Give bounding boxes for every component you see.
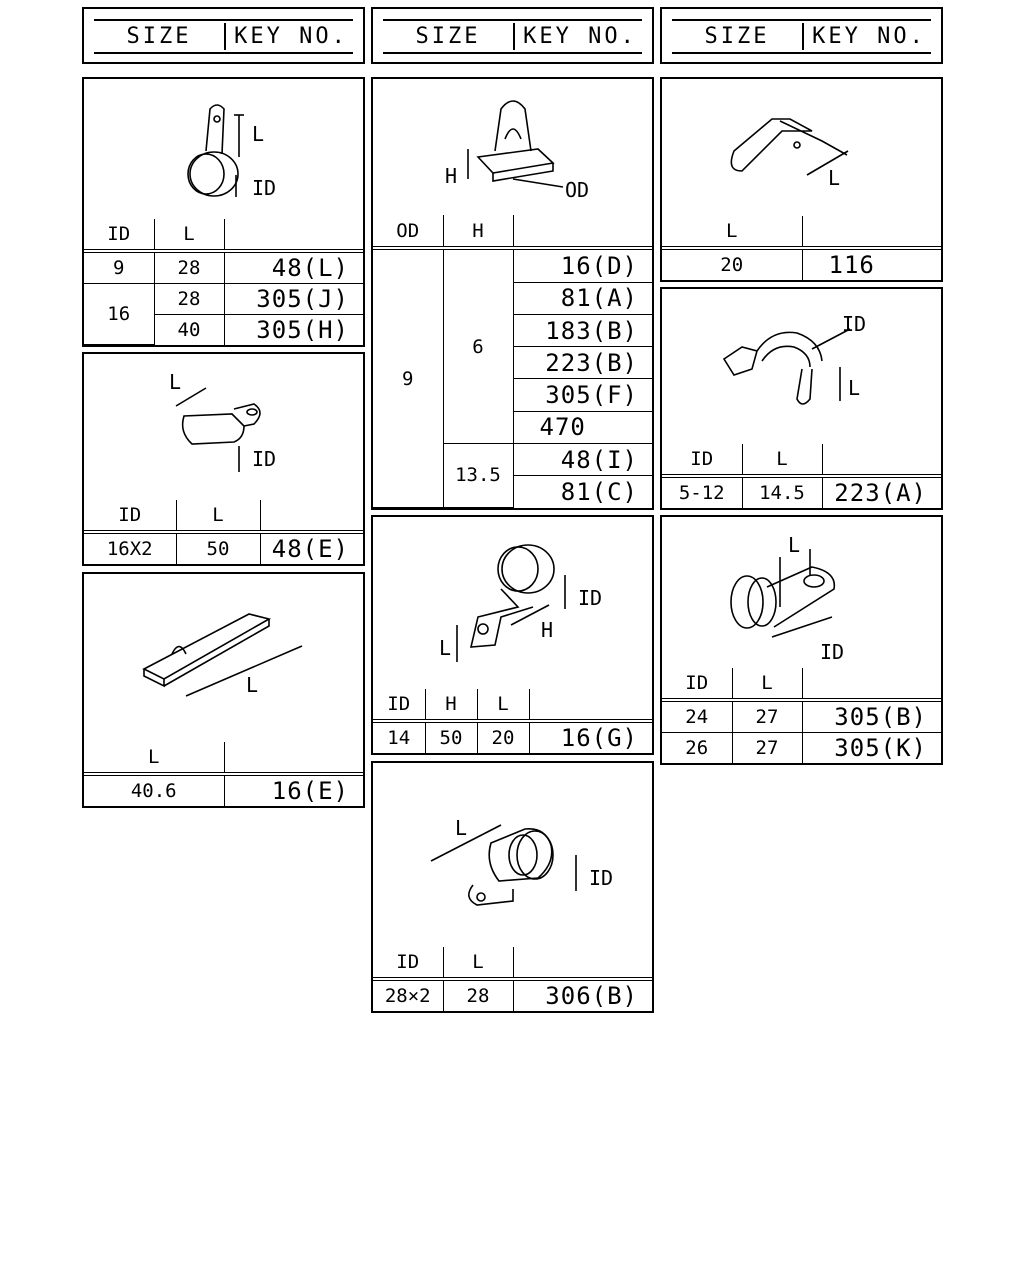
double-loop-clamp-drawing [373, 763, 652, 947]
cell-l: 50 [176, 532, 260, 564]
col-od: OD [373, 215, 443, 248]
key-no: 116 [802, 248, 941, 280]
cell-l: 28 [443, 979, 513, 1011]
col-h: H [425, 689, 477, 721]
cell-id: 24 [662, 700, 732, 733]
dim-l-label: L [169, 370, 182, 394]
key-no: 81(A) [513, 282, 652, 314]
dim-l-label: L [788, 533, 801, 557]
panel-loop-clamp [82, 77, 365, 347]
key-no: 48(E) [260, 532, 363, 564]
size-heading: SIZE [126, 24, 192, 49]
dim-od-label: OD [565, 178, 590, 202]
cell-id: 14 [373, 721, 425, 753]
dim-l-label: L [252, 122, 265, 146]
key-no: 16(D) [513, 248, 652, 282]
dim-id-label: ID [589, 866, 614, 890]
key-no: 305(K) [802, 733, 941, 764]
cell-l: 27 [732, 700, 802, 733]
key-no: 470 [513, 411, 652, 443]
col-id: ID [84, 500, 176, 532]
dim-id-label: ID [252, 176, 277, 200]
step-clamp-drawing [373, 517, 652, 689]
cell-id: 28×2 [373, 979, 443, 1011]
col-l: L [84, 742, 224, 774]
loop-clamp-drawing [84, 79, 363, 216]
panel-double-clip [82, 352, 365, 566]
dim-id-label: ID [842, 312, 867, 336]
cell-h: 13.5 [443, 443, 513, 507]
cell-h: 6 [443, 248, 513, 443]
panel-grommet-clamp [660, 515, 943, 765]
panel-hook-clip [660, 77, 943, 282]
col-id: ID [662, 668, 732, 700]
cell-id: 5-12 [662, 476, 742, 508]
key-no-heading: KEY NO. [812, 24, 926, 49]
panel-push-clip [371, 77, 654, 510]
dim-id-label: ID [252, 447, 277, 471]
cell-l: 20 [477, 721, 529, 753]
dim-l-label: L [246, 673, 259, 697]
dim-l-label: L [439, 636, 452, 660]
key-no: 183(B) [513, 314, 652, 346]
dim-l-label: L [828, 166, 841, 190]
cell-l: 28 [154, 251, 224, 284]
key-no: 16(E) [224, 774, 363, 806]
spec-table [373, 947, 652, 1011]
panel-double-loop-clamp [371, 761, 654, 1013]
cell-l: 27 [732, 733, 802, 764]
cell-od: 9 [373, 248, 443, 507]
panel-step-clamp [371, 515, 654, 755]
key-no-heading: KEY NO. [234, 24, 348, 49]
dim-h-label: H [541, 618, 554, 642]
col-l: L [732, 668, 802, 700]
key-no: 223(B) [513, 347, 652, 379]
key-no: 306(B) [513, 979, 652, 1011]
col-id: ID [373, 689, 425, 721]
spec-table [84, 500, 363, 564]
dim-id-label: ID [820, 640, 845, 664]
size-heading: SIZE [704, 24, 770, 49]
arrow-clip-drawing [662, 289, 941, 444]
spec-table [662, 668, 941, 763]
size-heading: SIZE [415, 24, 481, 49]
spec-table [662, 444, 941, 508]
cell-l: 28 [154, 283, 224, 314]
col-h: H [443, 215, 513, 248]
cell-l: 20 [662, 248, 802, 280]
header-col-1 [82, 7, 365, 64]
spec-table [84, 219, 363, 346]
key-no: 305(H) [224, 314, 363, 345]
col-l: L [176, 500, 260, 532]
spec-table [373, 689, 652, 753]
spec-table [84, 742, 363, 806]
key-no: 16(G) [529, 721, 652, 753]
cell-l: 40 [154, 314, 224, 345]
double-clip-drawing [84, 354, 363, 499]
push-clip-drawing [373, 79, 652, 216]
key-no: 305(B) [802, 700, 941, 733]
key-no: 223(A) [822, 476, 941, 508]
strap-drawing [84, 574, 363, 742]
key-no-heading: KEY NO. [523, 24, 637, 49]
spec-table [662, 216, 941, 280]
cell-l: 14.5 [742, 476, 822, 508]
dim-h-label: H [445, 164, 458, 188]
header-col-3 [660, 7, 943, 64]
dim-l-label: L [455, 816, 468, 840]
col-l: L [443, 947, 513, 979]
key-no: 48(I) [513, 443, 652, 475]
cell-id: 16X2 [84, 532, 176, 564]
panel-strap [82, 572, 365, 808]
col-id: ID [84, 219, 154, 251]
key-no: 305(F) [513, 379, 652, 411]
panel-arrow-clip [660, 287, 943, 510]
key-no: 305(J) [224, 283, 363, 314]
grommet-clamp-drawing [662, 517, 941, 667]
col-l: L [154, 219, 224, 251]
dim-l-label: L [848, 376, 861, 400]
col-l: L [477, 689, 529, 721]
spec-table [373, 215, 652, 508]
dim-id-label: ID [578, 586, 603, 610]
cell-l: 40.6 [84, 774, 224, 806]
col-id: ID [373, 947, 443, 979]
cell-h: 50 [425, 721, 477, 753]
hook-clip-drawing [662, 79, 941, 216]
key-no: 81(C) [513, 476, 652, 508]
col-l: L [662, 216, 802, 248]
col-id: ID [662, 444, 742, 476]
cell-id: 16 [84, 283, 154, 345]
header-col-2 [371, 7, 654, 64]
cell-id: 9 [84, 251, 154, 284]
col-l: L [742, 444, 822, 476]
cell-id: 26 [662, 733, 732, 764]
key-no: 48(L) [224, 251, 363, 284]
